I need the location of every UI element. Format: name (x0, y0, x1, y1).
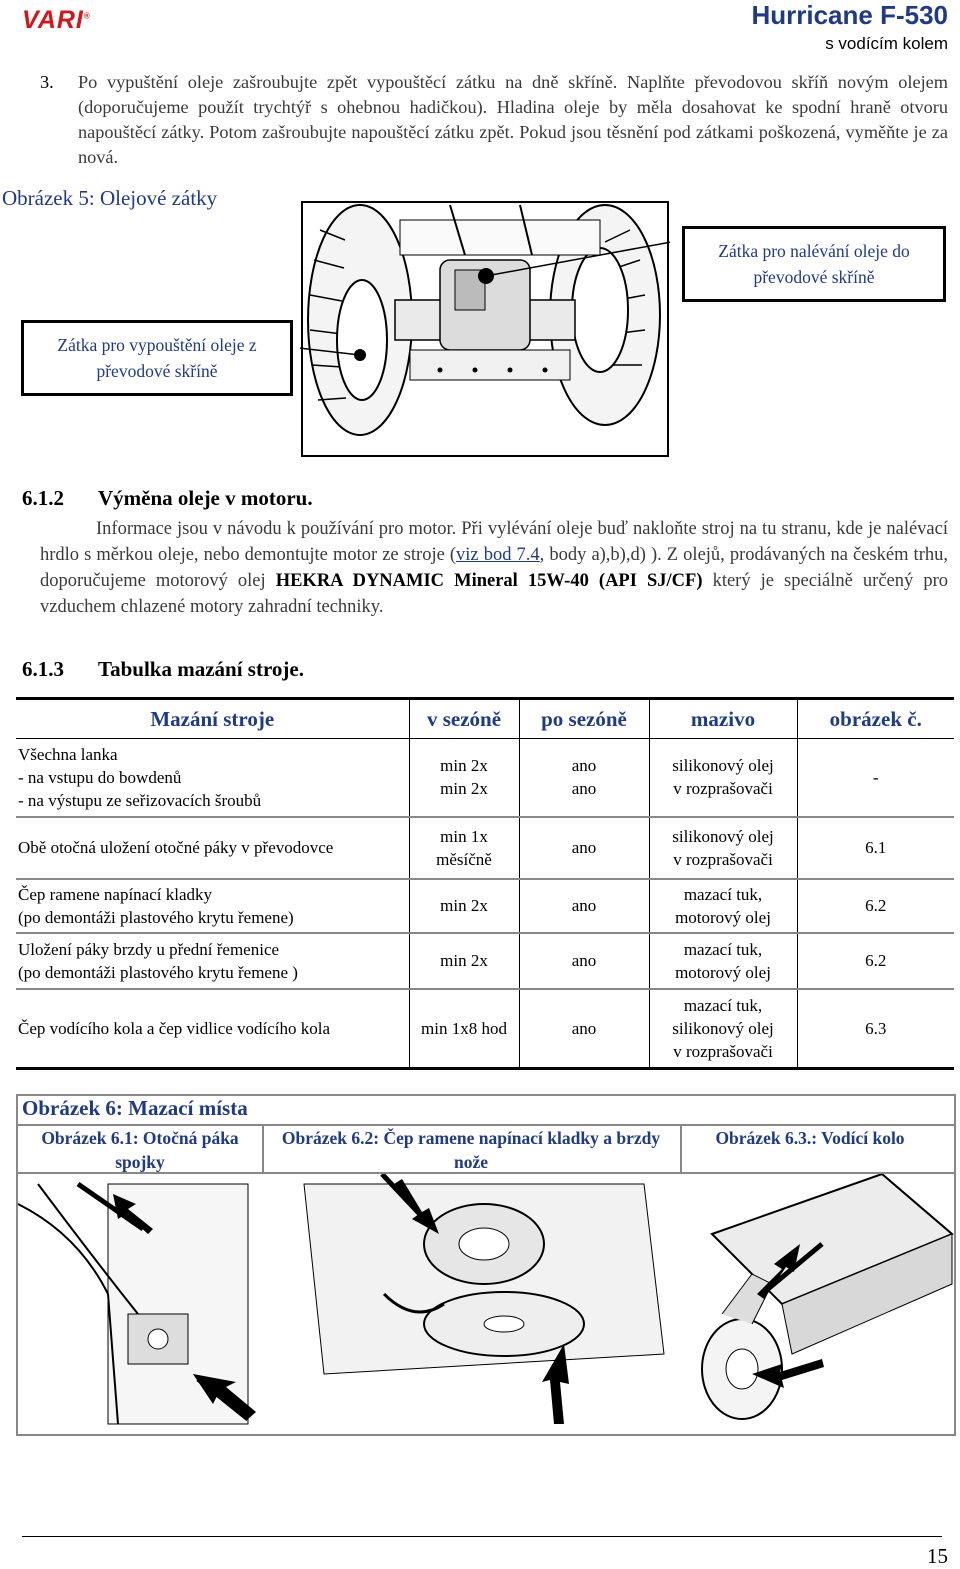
table-row (16, 879, 954, 933)
figure-ref: 6.2 (797, 933, 954, 989)
figure-ref: - (797, 739, 954, 817)
part-line: (po demontáži plastového krytu řemene) (18, 907, 294, 927)
lubricant-value: motorový olej (675, 907, 771, 927)
figure-6-3-caption: Obrázek 6.3.: Vodící kolo (715, 1128, 905, 1148)
clutch-lever-drawing (18, 1174, 262, 1434)
lubricant-value: v rozprašovači (673, 849, 773, 869)
section-title: Výměna oleje v motoru. (98, 486, 313, 510)
lubricant-value: mazací tuk, (683, 884, 763, 904)
tension-pulley-drawing (264, 1174, 678, 1434)
guide-wheel-drawing (682, 1174, 954, 1434)
lubrication-table (16, 697, 954, 1070)
part-line: Všechna lanka (18, 744, 118, 764)
after-season-value: ano (519, 879, 649, 933)
callout-oil-fill-plug: Zátka pro nalévání oleje do převodové skříně (682, 226, 946, 302)
lubricant-value: v rozprašovači (673, 779, 773, 799)
figure-6-2-caption: Obrázek 6.2: Čep ramene napínací kladky a brzdy nože (281, 1128, 661, 1172)
section-number: 6.1.3 (22, 657, 64, 681)
season-value: min 1x (440, 826, 488, 846)
after-season-value: ano (571, 779, 597, 799)
text-part-a: Informace jsou v návodu k používání pro motor. Při vylévání oleje buď nakloňte stroj na tu stranu, kde je nalévací hrdlo s měrkou oleje, nebo demontujte motor ze stroje ( (40, 519, 948, 565)
table-row (16, 817, 954, 879)
section-6-1-3-heading (22, 657, 304, 682)
gearbox-drawing (300, 200, 670, 458)
section-6-1-2-heading (22, 486, 313, 511)
table-row (16, 989, 954, 1069)
step-text: Po vypuštění oleje zašroubujte zpět vypouštěcí zátku na dně skříně. Naplňte převodovou skříň novým olejem (doporučujeme použít trychtýř s ohebnou hadičkou). Hladina oleje by měla dosahovat ke spodní hraně otvoru napouštěcí zátky. Potom zašroubujte napouštěcí zátku zpět. Pokud jsou těsnění pod zátkami poškozená, vyměňte je za nová. (78, 72, 948, 167)
figure-ref: 6.2 (797, 879, 954, 933)
lubricant-value: v rozprašovači (673, 1041, 773, 1061)
step-3-paragraph (40, 70, 948, 170)
text-part-c: který je speciálně určený pro vzduchem chlazené motory zahradní techniky. (40, 571, 948, 617)
part-line: Uložení páky brzdy u přední řemenice (18, 939, 280, 959)
text-part-b: , body a),b),d) ). Z olejů, prodávaných na českém trhu, doporučujeme motorový olej (40, 545, 948, 591)
table-header-row (16, 699, 954, 739)
table-header: obrázek č. (797, 699, 954, 739)
section-6-1-2-text (40, 516, 948, 620)
figure-ref: 6.1 (797, 817, 954, 879)
footer-rule (22, 1536, 942, 1537)
lubricant-value: mazací tuk, (683, 939, 763, 959)
after-season-value: ano (519, 989, 649, 1069)
callout-oil-drain-plug: Zátka pro vypouštění oleje z převodové skříně (21, 320, 293, 396)
after-season-value: ano (519, 933, 649, 989)
table-header: po sezóně (519, 699, 649, 739)
after-season-value: ano (519, 817, 649, 879)
after-season-value: ano (571, 756, 597, 776)
figure-ref: 6.3 (797, 989, 954, 1069)
step-number: 3. (40, 72, 54, 92)
section-number: 6.1.2 (22, 486, 64, 510)
lubricant-value: silikonový olej (672, 826, 774, 846)
season-value: min 2x (409, 879, 519, 933)
table-header: v sezóně (409, 699, 519, 739)
season-value: min 2x (440, 779, 488, 799)
lubricant-value: silikonový olej (672, 1018, 774, 1038)
section-title: Tabulka mazání stroje. (98, 657, 304, 681)
lubricant-value: mazací tuk, (683, 995, 763, 1015)
lubricant-value: silikonový olej (672, 756, 774, 776)
season-value: měsíčně (436, 849, 492, 869)
divider (680, 1124, 682, 1174)
season-value: min 2x (409, 933, 519, 989)
figure-6-title: Obrázek 6: Mazací místa (22, 1096, 248, 1120)
figure-5-title: Obrázek 5: Olejové zátky (2, 186, 218, 210)
part-line: - na vstupu do bowdenů (18, 767, 182, 787)
model-subtitle: s vodícím kolem (825, 34, 948, 53)
brand-logo: VARI® (22, 6, 91, 34)
table-header: mazivo (649, 699, 797, 739)
page-number: 15 (927, 1544, 948, 1568)
oil-recommendation: HEKRA DYNAMIC Mineral 15W-40 (API SJ/CF) (275, 571, 703, 591)
table-header: Mazání stroje (16, 699, 409, 739)
season-value: min 2x (440, 756, 488, 776)
figure-6-1-caption: Obrázek 6.1: Otočná páka spojky (41, 1128, 239, 1172)
reference-link[interactable]: viz bod 7.4 (456, 545, 540, 565)
part-line: Obě otočná uložení otočné páky v převodovce (18, 838, 334, 857)
table-row (16, 739, 954, 817)
season-value: min 1x8 hod (409, 989, 519, 1069)
model-title: Hurricane F-530 (751, 0, 948, 30)
part-line: - na výstupu ze seřizovacích šroubů (18, 790, 262, 810)
part-line: (po demontáži plastového krytu řemene ) (18, 962, 298, 982)
part-line: Čep ramene napínací kladky (18, 884, 213, 904)
lubricant-value: motorový olej (675, 962, 771, 982)
part-line: Čep vodícího kola a čep vidlice vodícího kola (16, 989, 409, 1069)
table-row (16, 933, 954, 989)
